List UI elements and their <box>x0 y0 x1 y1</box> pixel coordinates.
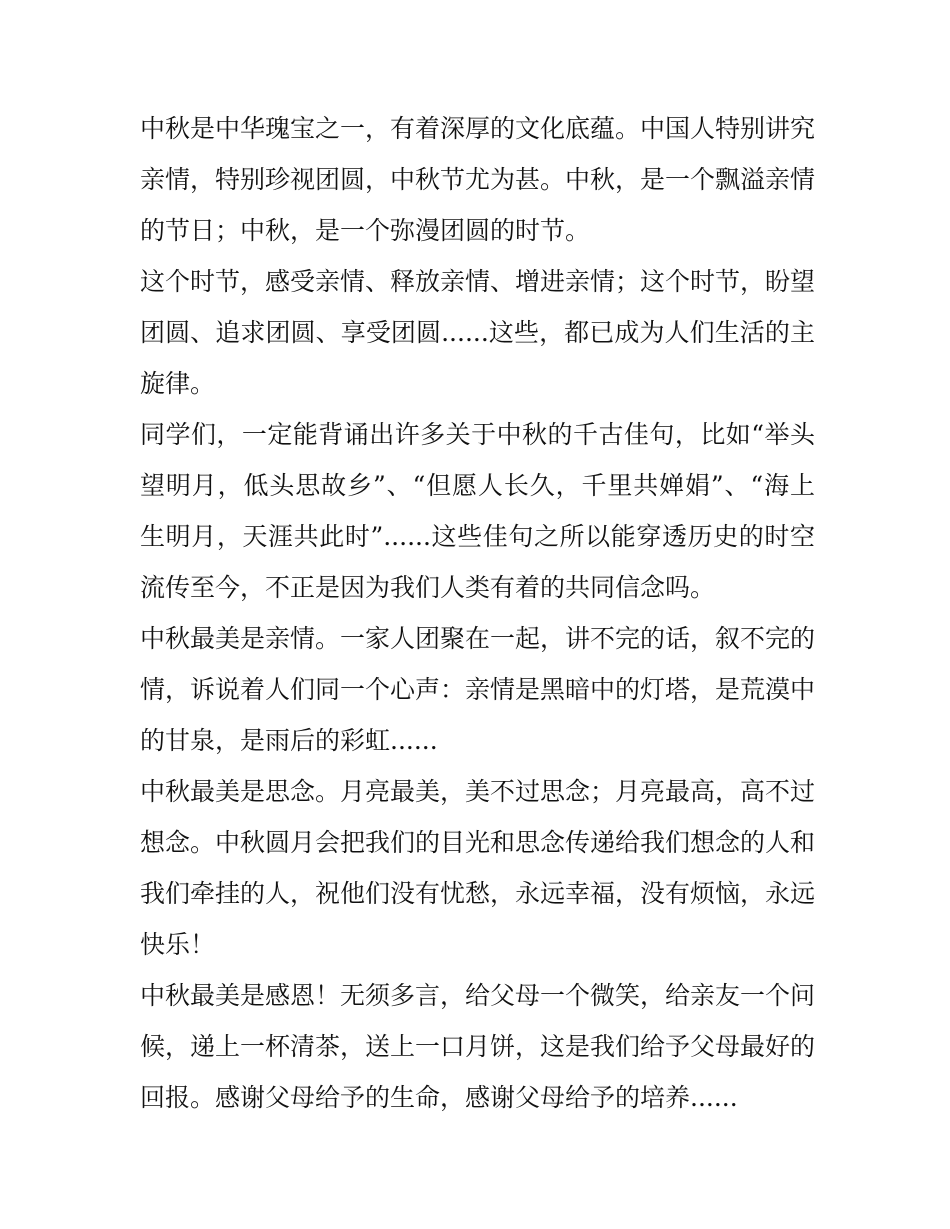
paragraph-3: 同学们，一定能背诵出许多关于中秋的千古佳句，比如“举头望明月，低头思故乡”、“但愿人长久，千里共婵娟”、“海上生明月，天涯共此时”......这些佳句之所以能穿透历史的时空流传至今，不正是因为我们人类有着的共同信念吗。 <box>140 420 815 602</box>
paragraph-2: 这个时节，感受亲情、释放亲情、增进亲情；这个时节，盼望团圆、追求团圆、享受团圆......这些，都已成为人们生活的主旋律。 <box>140 267 816 398</box>
paragraph-6: 中秋最美是感恩！无须多言，给父母一个微笑，给亲友一个问候，递上一杯清茶，送上一口月饼，这是我们给予父母最好的回报。感谢父母给予的生命，感谢父母给予的培养...... <box>140 981 816 1112</box>
document-body <box>140 103 815 1123</box>
paragraph-4: 中秋最美是亲情。一家人团聚在一起，讲不完的话，叙不完的情，诉说着人们同一个心声：亲情是黑暗中的灯塔，是荒漠中的甘泉，是雨后的彩虹...... <box>140 624 816 755</box>
paragraph-1: 中秋是中华瑰宝之一，有着深厚的文化底蕴。中国人特别讲究亲情，特别珍视团圆，中秋节尤为甚。中秋，是一个飘溢亲情的节日；中秋，是一个弥漫团圆的时节。 <box>140 114 816 245</box>
paragraph-5: 中秋最美是思念。月亮最美，美不过思念；月亮最高，高不过想念。中秋圆月会把我们的目光和思念传递给我们想念的人和我们牵挂的人，祝他们没有忧愁，永远幸福，没有烦恼，永远快乐！ <box>140 777 816 959</box>
